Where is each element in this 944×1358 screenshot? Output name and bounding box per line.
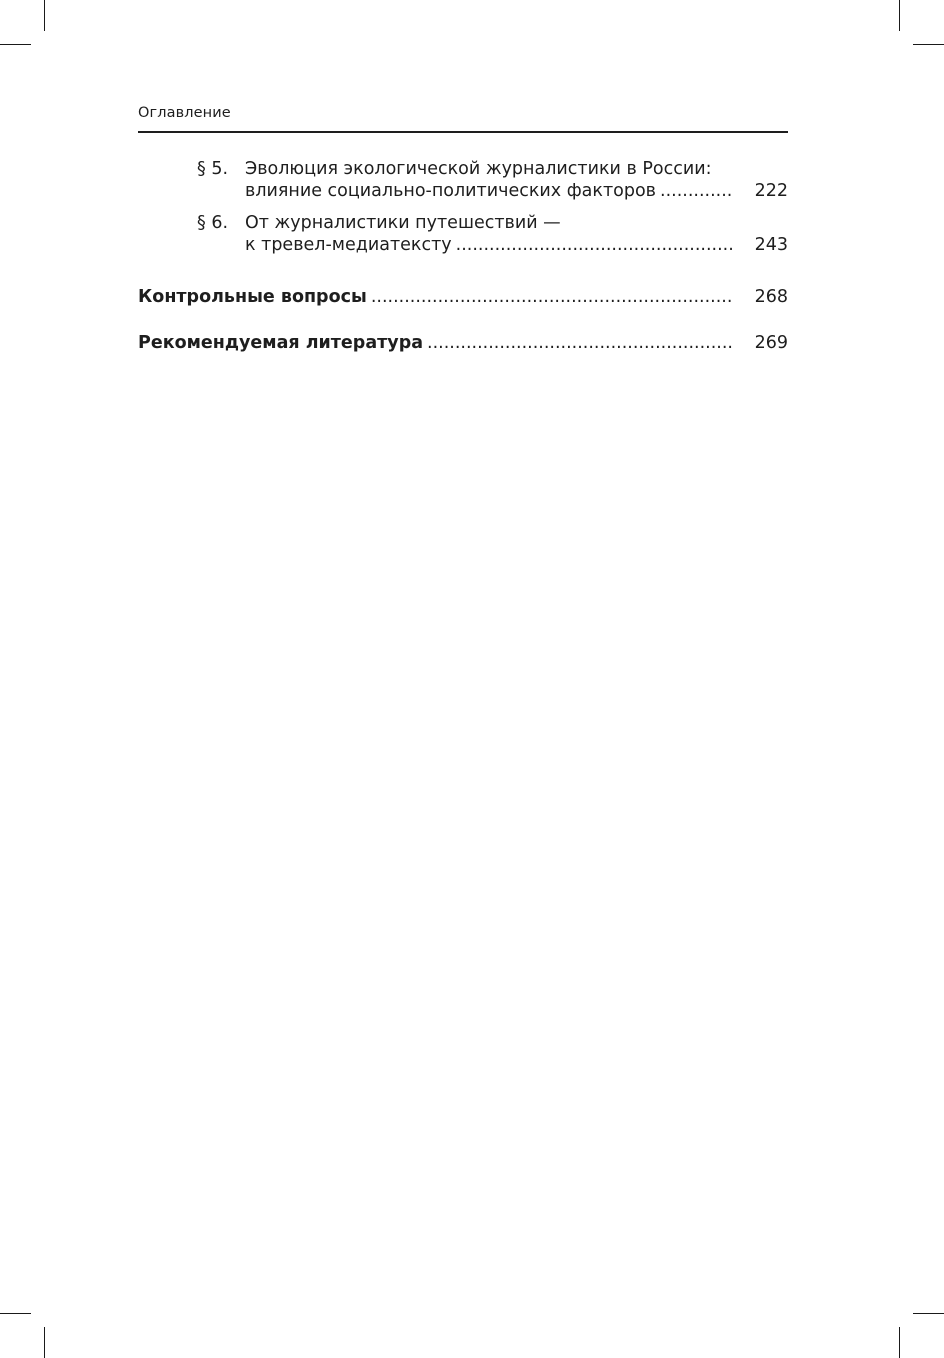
crop-mark-bottom-left-vertical <box>44 1327 45 1358</box>
dot-leader <box>456 234 733 256</box>
toc-entry-page: 222 <box>754 181 788 201</box>
header-rule <box>138 131 788 133</box>
toc-entry-leader-row <box>245 234 733 256</box>
toc-entry-title-line2: влияние социально-политических факторов <box>245 181 656 201</box>
toc-entry-page: 243 <box>754 235 788 255</box>
toc-section-title: Рекомендуемая литература <box>138 333 424 353</box>
toc-entry-title-line1: От журналистики путешествий — <box>245 213 561 233</box>
dot-leader <box>371 286 732 308</box>
toc-section-leader-row <box>138 332 732 354</box>
toc-entry-number: § 6. <box>197 213 229 233</box>
toc-section[interactable] <box>138 332 788 354</box>
toc-section[interactable] <box>138 286 788 308</box>
toc-section-title: Контрольные вопросы <box>138 287 367 307</box>
crop-mark-bottom-right-horizontal <box>913 1313 944 1314</box>
crop-mark-top-right-vertical <box>899 0 900 31</box>
toc-entry-title-line2: к тревел-медиатексту <box>245 235 452 255</box>
dot-leader <box>660 180 733 202</box>
toc-entry-title-line1: Эволюция экологической журналистики в России: <box>245 159 712 179</box>
crop-mark-top-left-vertical <box>44 0 45 31</box>
dot-leader <box>427 332 732 354</box>
toc-section-leader-row <box>138 286 732 308</box>
crop-mark-bottom-right-vertical <box>899 1327 900 1358</box>
toc-entry-leader-row <box>245 180 733 202</box>
toc-entry[interactable] <box>138 212 788 256</box>
running-head: Оглавление <box>138 105 231 121</box>
toc-section-page: 268 <box>754 287 788 307</box>
toc-entry-title <box>245 212 733 256</box>
toc-entry-number: § 5. <box>197 159 229 179</box>
crop-mark-bottom-left-horizontal <box>0 1313 31 1314</box>
toc-entry[interactable] <box>138 158 788 202</box>
crop-mark-top-left-horizontal <box>0 44 31 45</box>
toc-entry-title <box>245 158 733 202</box>
toc-section-page: 269 <box>754 333 788 353</box>
crop-mark-top-right-horizontal <box>913 44 944 45</box>
